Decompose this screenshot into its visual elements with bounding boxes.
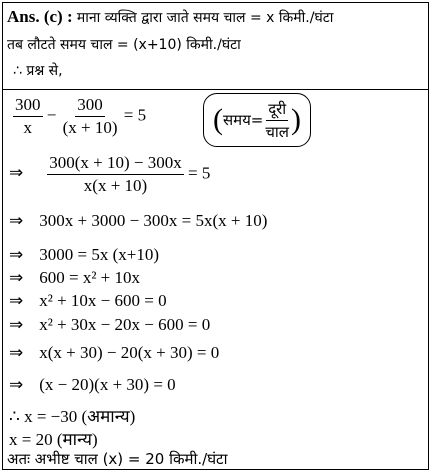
step-2-text: 3000 = 5x (x+10) xyxy=(39,245,159,264)
step-3 xyxy=(9,268,140,288)
step-4-text: x² + 10x − 600 = 0 xyxy=(39,291,167,310)
conclusion-line-3 xyxy=(7,449,228,469)
implies-arrow: ⇒ xyxy=(9,268,24,288)
implies-arrow: ⇒ xyxy=(9,343,24,363)
header-line-3: ∴ प्रश्न से, xyxy=(13,63,63,79)
minus-sign: − xyxy=(46,105,57,125)
equation-1 xyxy=(13,95,146,138)
fraction-c-numerator: 300(x + 10) − 300x xyxy=(47,153,184,175)
formula-open-paren: ( xyxy=(213,103,223,136)
formula-fraction xyxy=(263,99,291,142)
conclusion-text-2: x = 20 (मान्य) xyxy=(9,430,98,449)
formula-left: समय= xyxy=(223,111,264,129)
fraction-a xyxy=(13,95,43,138)
fraction-a-numerator: 300 xyxy=(13,95,43,117)
conclusion-text-3: अतः अभीष्ट चाल (x) = 20 किमी./घंटा xyxy=(7,450,228,468)
step-1-text: 300x + 3000 − 300x = 5x(x + 10) xyxy=(39,211,268,230)
step-6 xyxy=(9,343,219,363)
fraction-b-denominator: (x + 10) xyxy=(62,118,118,137)
fraction-b-numerator: 300 xyxy=(75,95,105,117)
solution-box xyxy=(2,2,429,470)
step-7-text: (x − 20)(x + 30) = 0 xyxy=(39,375,176,394)
conclusion-text-1: ∴ x = −30 (अमान्य) xyxy=(9,407,136,426)
step-6-text: x(x + 30) − 20(x + 30) = 0 xyxy=(39,343,220,362)
conclusion-line-2 xyxy=(9,427,98,450)
answer-label: Ans. (c) : xyxy=(7,7,73,26)
implies-arrow: ⇒ xyxy=(9,211,24,231)
fraction-a-denominator: x xyxy=(23,118,32,137)
fraction-c xyxy=(47,153,184,196)
formula-box xyxy=(203,93,311,147)
step-3-text: 600 = x² + 10x xyxy=(39,268,141,287)
header-line-2: तब लौटते समय चाल = (x+10) किमी./घंटा xyxy=(7,37,241,53)
formula-close-paren: ) xyxy=(290,103,301,136)
implies-arrow: ⇒ xyxy=(9,315,24,335)
header-text-1: माना व्यक्ति द्वारा जाते समय चाल = x किमी./घंटा xyxy=(76,10,334,26)
header-line-1 xyxy=(7,7,333,27)
step-4 xyxy=(9,291,167,311)
equation-1-rhs: = 5 xyxy=(123,105,147,125)
fraction-b xyxy=(61,95,120,138)
step-5 xyxy=(9,315,210,335)
implies-arrow: ⇒ xyxy=(9,291,24,311)
implies-arrow: ⇒ xyxy=(9,245,24,265)
equation-2 xyxy=(9,153,210,196)
step-1 xyxy=(9,211,267,231)
conclusion-line-1 xyxy=(9,404,135,427)
step-2 xyxy=(9,245,159,265)
fraction-c-denominator: x(x + 10) xyxy=(83,176,148,195)
answer-header xyxy=(3,3,428,90)
step-7 xyxy=(9,375,176,395)
formula-denominator: चाल xyxy=(265,122,289,141)
equation-2-rhs: = 5 xyxy=(188,163,211,183)
formula-numerator: दूरी xyxy=(266,99,288,121)
implies-arrow: ⇒ xyxy=(9,375,24,395)
implies-arrow: ⇒ xyxy=(9,163,24,184)
step-5-text: x² + 30x − 20x − 600 = 0 xyxy=(39,315,211,334)
